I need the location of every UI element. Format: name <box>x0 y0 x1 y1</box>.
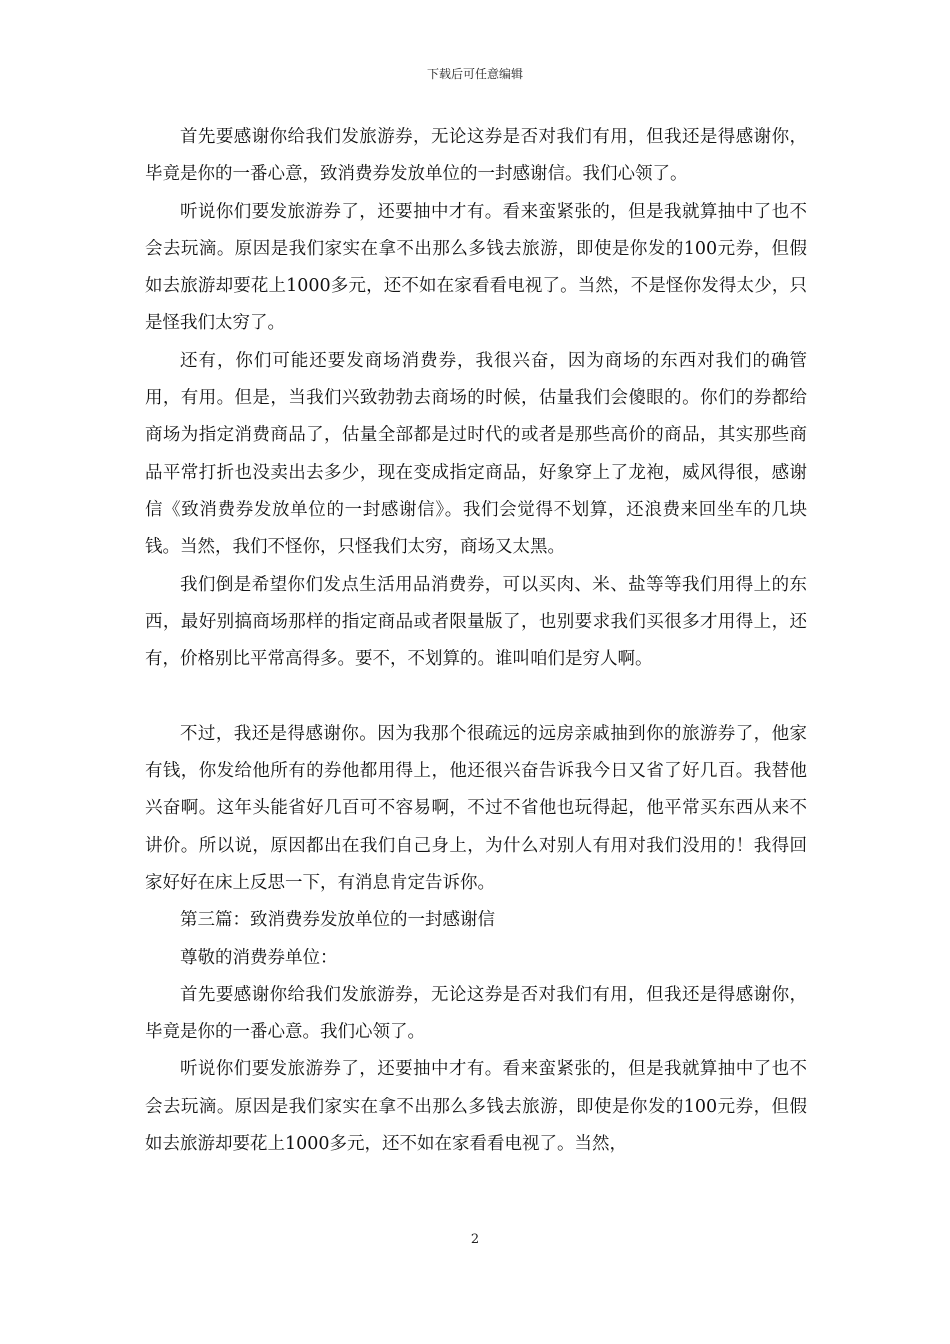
page-number: 2 <box>470 1232 480 1247</box>
paragraph: 首先要感谢你给我们发旅游券，无论这券是否对我们有用，但我还是得感谢你，毕竟是你的一番心意，致消费券发放单位的一封感谢信。我们心领了。 <box>145 127 807 185</box>
document-body <box>145 119 807 1163</box>
page-header: 下载后可任意编辑 <box>426 67 523 81</box>
section-heading: 第三篇：致消费券发放单位的一封感谢信 <box>180 910 495 931</box>
paragraph: 首先要感谢你给我们发旅游券，无论这券是否对我们有用，但我还是得感谢你，毕竟是你的一番心意。我们心领了。 <box>145 984 807 1043</box>
paragraph: 不过，我还是得感谢你。因为我那个很疏远的远房亲戚抽到你的旅游券了，他家有钱，你发给他所有的券他都用得上，他还很兴奋告诉我今日又省了好几百。我替他兴奋啊。这年头能省好几百可不容易啊，不过不省他也玩得起，他平常买东西从来不讲价。所以说，原因都出在我们自己身上，为什么对别人有用对我们没用的！我得回家好好在床上反思一下，有消息肯定告诉你。 <box>145 723 807 893</box>
paragraph: 我们倒是希望你们发点生活用品消费券，可以买肉、米、盐等等我们用得上的东西，最好别搞商场那样的指定商品或者限量版了，也别要求我们买很多才用得上，还有，价格别比平常高得多。要不，不划算的。谁叫咱们是穷人啊。 <box>145 574 807 670</box>
paragraph-spacer <box>145 678 807 715</box>
paragraph: 听说你们要发旅游券了，还要抽中才有。看来蛮紧张的，但是我就算抽中了也不会去玩滴。原因是我们家实在拿不出那么多钱去旅游，即使是你发的100元券，但假如去旅游却要花上1000多元，还不如在家看看电视了。当然， <box>145 1059 807 1155</box>
paragraph: 听说你们要发旅游券了，还要抽中才有。看来蛮紧张的，但是我就算抽中了也不会去玩滴。原因是我们家实在拿不出那么多钱去旅游，即使是你发的100元券，但假如去旅游却要花上1000多元，还不如在家看看电视了。当然，不是怪你发得太少，只是怪我们太穷了。 <box>145 201 807 334</box>
salutation: 尊敬的消费券单位： <box>180 947 338 968</box>
paragraph: 还有，你们可能还要发商场消费券，我很兴奋，因为商场的东西对我们的确管用，有用。但是，当我们兴致勃勃去商场的时候，估量我们会傻眼的。你们的券都给商场为指定消费商品了，估量全部都是过时代的或者是那些高价的商品，其实那些商品平常打折也没卖出去多少，现在变成指定商品，好象穿上了龙袍，威风得很，感谢信《致消费券发放单位的一封感谢信》。我们会觉得不划算，还浪费来回坐车的几块钱。当然，我们不怪你，只怪我们太穷，商场又太黑。 <box>145 350 807 558</box>
